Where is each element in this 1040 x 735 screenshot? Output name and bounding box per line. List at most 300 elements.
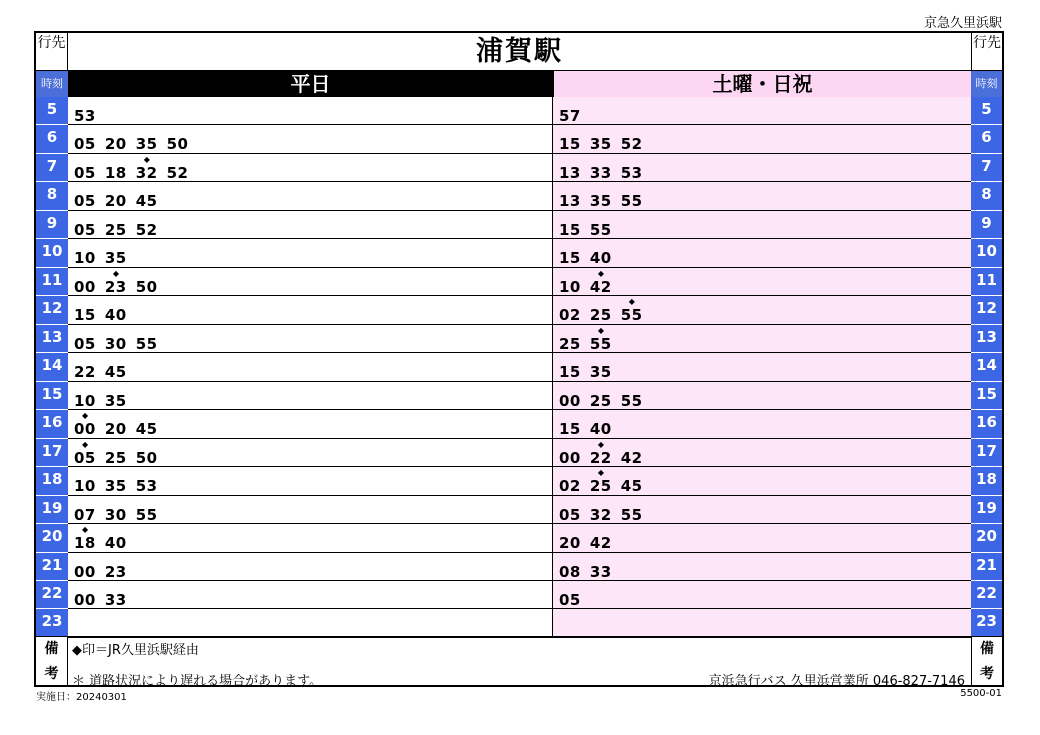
departure-minute <box>559 420 581 438</box>
minute-text: 20 <box>104 135 127 154</box>
departure-minute <box>621 477 643 495</box>
departure-minute <box>590 363 612 381</box>
minute-text: 15 <box>559 220 581 239</box>
minute-text: 45 <box>135 420 158 439</box>
departure-minute <box>621 506 643 524</box>
minute-text: 05 <box>559 505 581 524</box>
departure-minute <box>74 221 96 239</box>
hour-cell: 14 <box>971 353 1002 381</box>
holiday-cell <box>553 581 971 608</box>
departure-minute <box>621 135 643 153</box>
hour-cell: 9 <box>971 211 1002 239</box>
departure-minute <box>590 135 612 153</box>
right-hour-column <box>971 33 1002 685</box>
holiday-cell <box>553 325 971 352</box>
minute-text: 23 <box>104 277 127 296</box>
hour-cell: 8 <box>36 182 68 210</box>
via-mark-icon: ◆ <box>597 439 605 449</box>
table-row <box>68 239 971 267</box>
weekday-cell <box>68 239 553 266</box>
minute-text: 00 <box>559 391 581 410</box>
departure-minute <box>105 164 127 182</box>
departure-minute <box>74 306 96 324</box>
departure-minute <box>136 449 158 467</box>
departure-minute <box>136 135 158 153</box>
departure-minute <box>559 135 581 153</box>
departure-minute <box>621 192 643 210</box>
departure-minute <box>559 249 581 267</box>
departure-minute <box>74 363 96 381</box>
table-row <box>68 353 971 381</box>
departure-minute <box>590 164 612 182</box>
departure-minute <box>105 420 127 438</box>
minute-text: 53 <box>620 163 643 182</box>
holiday-cell <box>553 609 971 636</box>
holiday-cell <box>553 154 971 181</box>
minute-text: 00 <box>74 277 96 296</box>
minute-text: 55 <box>135 505 158 524</box>
minute-text: 25 <box>104 220 127 239</box>
minute-text: 55 <box>589 220 612 239</box>
holiday-cell <box>553 296 971 323</box>
minute-text: 52 <box>620 135 643 154</box>
minute-text: 00 <box>74 590 96 609</box>
hour-cell: 19 <box>971 496 1002 524</box>
minute-text: 35 <box>104 249 127 268</box>
minute-text: 50 <box>135 448 158 467</box>
minute-text: 33 <box>589 562 612 581</box>
minute-text: 05 <box>74 448 96 467</box>
via-mark-icon: ◆ <box>628 297 636 307</box>
hour-cell: 23 <box>971 609 1002 637</box>
hour-cell: 15 <box>36 382 68 410</box>
departure-minute <box>74 249 96 267</box>
departure-minute <box>590 221 612 239</box>
minute-text: 42 <box>589 277 612 296</box>
hour-cell: 22 <box>971 581 1002 609</box>
departure-minute <box>589 439 612 467</box>
departure-minute <box>105 563 127 581</box>
minute-text: 40 <box>104 306 127 325</box>
hour-cell: 12 <box>971 296 1002 324</box>
departure-minute <box>105 506 127 524</box>
table-row <box>68 154 971 182</box>
departure-minute <box>135 154 158 182</box>
weekday-cell <box>68 467 553 494</box>
weekday-cell <box>68 97 553 124</box>
departure-minute <box>74 164 96 182</box>
timetable-body <box>68 33 971 689</box>
table-row <box>68 325 971 353</box>
departure-minute <box>74 107 96 125</box>
departure-minute <box>559 335 581 353</box>
minute-text: 18 <box>74 534 96 553</box>
departure-minute <box>559 477 581 495</box>
hour-cell: 22 <box>36 581 68 609</box>
table-row <box>68 182 971 210</box>
minute-text: 42 <box>589 534 612 553</box>
departure-minute <box>105 477 127 495</box>
departure-minute <box>590 249 612 267</box>
minute-text: 15 <box>74 306 96 325</box>
minute-text: 55 <box>620 306 643 325</box>
departure-minute <box>559 363 581 381</box>
minute-text: 42 <box>620 448 643 467</box>
operator-info: 京浜急行バス 久里浜営業所 046-827-7146 <box>708 674 965 689</box>
minute-text: 55 <box>620 505 643 524</box>
departure-minute <box>590 420 612 438</box>
hour-cell: 8 <box>971 182 1002 210</box>
via-mark-icon: ◆ <box>81 411 89 421</box>
direction-label: 行先 <box>971 33 1002 71</box>
hour-cell: 20 <box>36 524 68 552</box>
departure-minute <box>136 477 158 495</box>
hour-cell: 18 <box>971 467 1002 495</box>
hour-cell: 18 <box>36 467 68 495</box>
minute-text: 02 <box>559 477 581 496</box>
departure-minute <box>559 506 581 524</box>
hour-cell: 5 <box>971 97 1002 125</box>
via-mark-icon: ◆ <box>143 154 151 164</box>
hour-cell: 20 <box>971 524 1002 552</box>
minute-text: 25 <box>589 477 612 496</box>
minute-text: 35 <box>589 363 612 382</box>
hour-cell: 14 <box>36 353 68 381</box>
minute-text: 45 <box>104 363 127 382</box>
weekday-cell <box>68 268 553 295</box>
minute-text: 23 <box>104 562 127 581</box>
minute-text: 32 <box>135 163 158 182</box>
hour-list <box>971 97 1002 638</box>
effective-date: 実施日：20240301 <box>36 692 127 703</box>
departure-minute <box>590 534 612 552</box>
minute-text: 25 <box>104 448 127 467</box>
holiday-cell <box>553 410 971 437</box>
via-mark-icon: ◆ <box>597 268 605 278</box>
table-row <box>68 382 971 410</box>
minute-text: 00 <box>559 448 581 467</box>
minute-text: 05 <box>74 334 96 353</box>
holiday-cell <box>553 524 971 551</box>
departure-minute <box>590 306 612 324</box>
via-mark-icon: ◆ <box>81 525 89 535</box>
departure-minute <box>559 392 581 410</box>
departure-minute <box>74 563 96 581</box>
minute-text: 20 <box>104 420 127 439</box>
departure-minute <box>621 449 643 467</box>
road-note: ＊ 道路状況により遅れる場合があります。 <box>72 674 323 689</box>
departure-minute <box>74 525 96 553</box>
minute-text: 05 <box>74 192 96 211</box>
weekday-cell <box>68 382 553 409</box>
time-label: 時刻 <box>36 71 68 97</box>
via-mark-icon: ◆ <box>597 468 605 478</box>
hour-cell: 12 <box>36 296 68 324</box>
minute-text: 05 <box>74 135 96 154</box>
minute-text: 05 <box>559 590 581 609</box>
departure-minute <box>105 363 127 381</box>
departure-minute <box>136 420 158 438</box>
hour-cell: 10 <box>971 239 1002 267</box>
departure-minute <box>559 192 581 210</box>
weekday-cell <box>68 296 553 323</box>
weekday-cell <box>68 353 553 380</box>
minute-text: 10 <box>74 477 96 496</box>
minute-text: 05 <box>74 220 96 239</box>
hour-cell: 7 <box>36 154 68 182</box>
minute-text: 40 <box>589 420 612 439</box>
departure-minute <box>74 477 96 495</box>
minute-text: 55 <box>135 334 158 353</box>
departure-minute <box>74 392 96 410</box>
table-row <box>68 268 971 296</box>
minute-text: 52 <box>135 220 158 239</box>
departure-minute <box>167 164 189 182</box>
via-mark-icon: ◆ <box>112 268 120 278</box>
minute-text: 15 <box>559 135 581 154</box>
departure-minute <box>589 468 612 496</box>
minute-text: 20 <box>559 534 581 553</box>
holiday-cell <box>553 239 971 266</box>
departure-minute <box>559 534 581 552</box>
weekday-cell <box>68 154 553 181</box>
minute-text: 00 <box>74 420 96 439</box>
minute-text: 15 <box>559 363 581 382</box>
departure-minute <box>559 107 581 125</box>
departure-minute <box>167 135 189 153</box>
minute-text: 33 <box>104 590 127 609</box>
minute-text: 15 <box>559 420 581 439</box>
stop-name: 京急久里浜駅 <box>923 16 1002 31</box>
minute-text: 25 <box>589 391 612 410</box>
destination-title: 浦賀駅 <box>68 33 971 71</box>
minute-text: 55 <box>589 334 612 353</box>
minute-text: 25 <box>589 306 612 325</box>
departure-minute <box>590 192 612 210</box>
departure-minute <box>136 506 158 524</box>
minute-text: 30 <box>104 334 127 353</box>
minute-text: 45 <box>135 192 158 211</box>
departure-minute <box>620 297 643 325</box>
departure-minute <box>621 164 643 182</box>
mark-note: ◆印＝JR久里浜駅経由 <box>72 643 199 658</box>
minute-text: 33 <box>589 163 612 182</box>
table-row <box>68 439 971 467</box>
holiday-cell <box>553 439 971 466</box>
holiday-cell <box>553 496 971 523</box>
minute-text: 55 <box>620 391 643 410</box>
table-row <box>68 581 971 609</box>
departure-minute <box>136 192 158 210</box>
minute-text: 22 <box>74 363 96 382</box>
departure-minute <box>559 221 581 239</box>
left-hour-column <box>36 33 68 685</box>
departure-minute <box>74 192 96 210</box>
departure-minute <box>74 335 96 353</box>
minute-text: 22 <box>589 448 612 467</box>
minute-text: 40 <box>104 534 127 553</box>
weekday-cell <box>68 182 553 209</box>
holiday-cell <box>553 211 971 238</box>
via-mark-icon: ◆ <box>81 439 89 449</box>
remarks-area <box>68 636 971 687</box>
minute-text: 10 <box>74 391 96 410</box>
hour-cell: 23 <box>36 609 68 637</box>
table-row <box>68 296 971 324</box>
minute-text: 08 <box>559 562 581 581</box>
table-code: 5500-01 <box>960 688 1002 699</box>
hour-cell: 6 <box>971 125 1002 153</box>
departure-minute <box>105 335 127 353</box>
table-row <box>68 410 971 438</box>
weekday-cell <box>68 439 553 466</box>
minute-text: 18 <box>104 163 127 182</box>
holiday-cell <box>553 97 971 124</box>
weekday-cell <box>68 609 553 636</box>
hour-cell: 21 <box>36 553 68 581</box>
table-row <box>68 496 971 524</box>
minute-text: 20 <box>104 192 127 211</box>
table-row <box>68 211 971 239</box>
departure-minute <box>589 268 612 296</box>
minute-text: 57 <box>559 107 581 125</box>
minute-text: 25 <box>559 334 581 353</box>
departure-minute <box>74 591 96 609</box>
departure-minute <box>559 278 581 296</box>
minute-text: 52 <box>166 163 189 182</box>
departure-minute <box>74 411 96 439</box>
minute-text: 35 <box>104 477 127 496</box>
hour-cell: 19 <box>36 496 68 524</box>
departure-minute <box>105 249 127 267</box>
holiday-cell <box>553 467 971 494</box>
hour-cell: 13 <box>36 325 68 353</box>
holiday-cell <box>553 268 971 295</box>
table-row <box>68 97 971 125</box>
departure-table <box>68 97 971 638</box>
departure-minute <box>104 268 127 296</box>
departure-minute <box>621 392 643 410</box>
minute-text: 32 <box>589 505 612 524</box>
table-row <box>68 125 971 153</box>
hour-cell: 10 <box>36 239 68 267</box>
table-row <box>68 609 971 637</box>
minute-text: 05 <box>74 163 96 182</box>
minute-text: 30 <box>104 505 127 524</box>
departure-minute <box>105 449 127 467</box>
hour-cell: 11 <box>971 268 1002 296</box>
departure-minute <box>105 221 127 239</box>
via-mark-icon: ◆ <box>597 325 605 335</box>
minute-text: 55 <box>620 192 643 211</box>
weekday-cell <box>68 496 553 523</box>
holiday-cell <box>553 382 971 409</box>
departure-minute <box>136 278 158 296</box>
departure-minute <box>74 506 96 524</box>
hour-cell: 6 <box>36 125 68 153</box>
holiday-cell <box>553 553 971 580</box>
departure-minute <box>589 325 612 353</box>
hour-cell: 11 <box>36 268 68 296</box>
departure-minute <box>74 439 96 467</box>
minute-text: 35 <box>589 192 612 211</box>
timetable <box>34 31 1004 687</box>
departure-minute <box>74 278 96 296</box>
hour-list <box>36 97 68 638</box>
minute-text: 07 <box>74 505 96 524</box>
minute-text: 53 <box>74 107 96 125</box>
departure-minute <box>559 306 581 324</box>
holiday-header: 土曜・日祝 <box>553 71 971 97</box>
hour-cell: 16 <box>971 410 1002 438</box>
holiday-cell <box>553 125 971 152</box>
departure-minute <box>105 534 127 552</box>
weekday-cell <box>68 581 553 608</box>
departure-minute <box>590 506 612 524</box>
hour-cell: 15 <box>971 382 1002 410</box>
hour-cell: 5 <box>36 97 68 125</box>
hour-cell: 16 <box>36 410 68 438</box>
holiday-cell <box>553 353 971 380</box>
weekday-cell <box>68 325 553 352</box>
table-row <box>68 553 971 581</box>
minute-text: 13 <box>559 192 581 211</box>
departure-minute <box>590 563 612 581</box>
weekday-cell <box>68 553 553 580</box>
departure-minute <box>105 306 127 324</box>
minute-text: 35 <box>589 135 612 154</box>
holiday-cell <box>553 182 971 209</box>
hour-cell: 7 <box>971 154 1002 182</box>
minute-text: 13 <box>559 163 581 182</box>
departure-minute <box>559 449 581 467</box>
minute-text: 40 <box>589 249 612 268</box>
time-label: 時刻 <box>971 71 1002 97</box>
departure-minute <box>136 335 158 353</box>
departure-minute <box>105 135 127 153</box>
minute-text: 10 <box>74 249 96 268</box>
table-row <box>68 467 971 495</box>
table-row <box>68 524 971 552</box>
departure-minute <box>74 135 96 153</box>
minute-text: 50 <box>166 135 189 154</box>
minute-text: 45 <box>620 477 643 496</box>
departure-minute <box>136 221 158 239</box>
hour-cell: 21 <box>971 553 1002 581</box>
minute-text: 10 <box>559 277 581 296</box>
minute-text: 53 <box>135 477 158 496</box>
minute-text: 15 <box>559 249 581 268</box>
hour-cell: 9 <box>36 211 68 239</box>
minute-text: 00 <box>74 562 96 581</box>
weekday-cell <box>68 211 553 238</box>
minute-text: 02 <box>559 306 581 325</box>
departure-minute <box>559 591 581 609</box>
weekday-cell <box>68 524 553 551</box>
minute-text: 50 <box>135 277 158 296</box>
direction-label: 行先 <box>36 33 68 71</box>
minute-text: 35 <box>104 391 127 410</box>
weekday-cell <box>68 410 553 437</box>
minute-text: 35 <box>135 135 158 154</box>
hour-cell: 13 <box>971 325 1002 353</box>
departure-minute <box>105 192 127 210</box>
hour-cell: 17 <box>971 439 1002 467</box>
departure-minute <box>559 563 581 581</box>
remark-label: 備 考 <box>971 636 1002 687</box>
departure-minute <box>105 392 127 410</box>
weekday-header: 平日 <box>68 71 553 97</box>
